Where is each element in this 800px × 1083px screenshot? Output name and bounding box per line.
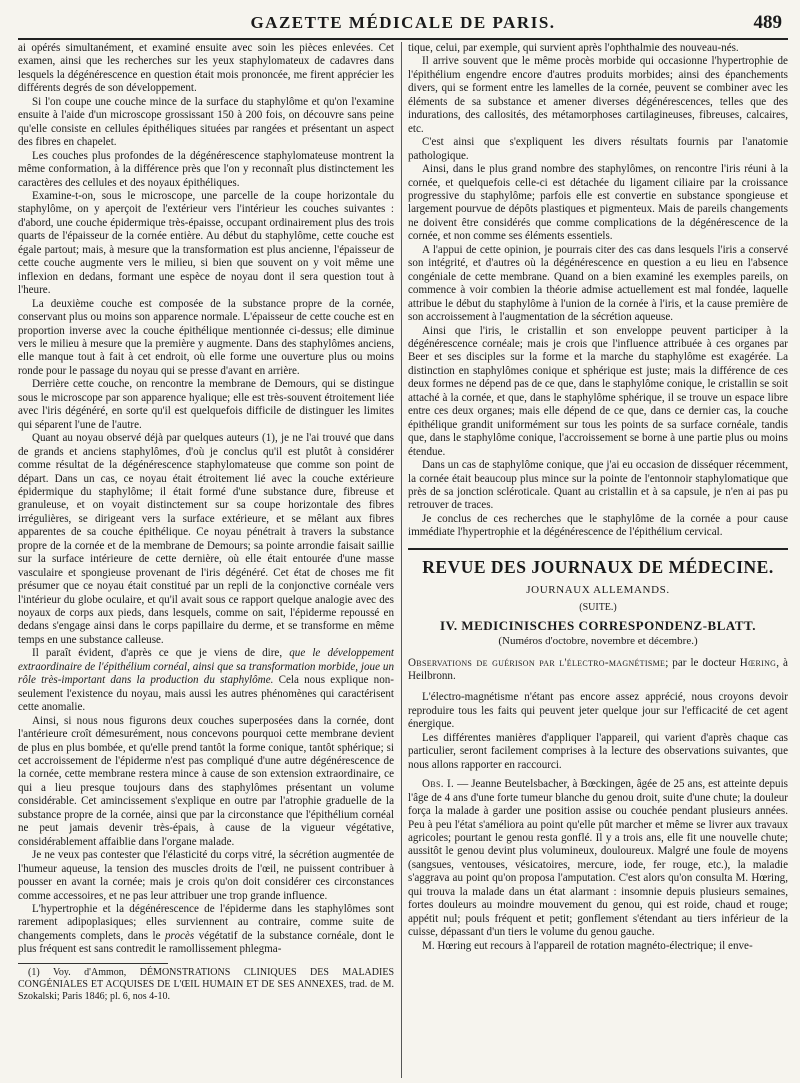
text-run: ; par le docteur (665, 656, 740, 669)
paragraph: Derrière cette couche, on rencontre la membrane de Demours, qui se distingue sous le microscope par son apparence hyalique; elle est très-souvent étroitement liée avec l'iris dégénéré, en sorte qu'il est quelquefois difficile de distinguer les limites qui séparent l'une de l'autre. (18, 378, 394, 431)
paragraph: Ainsi, si nous nous figurons deux couches superposées dans la cornée, dont l'antérieure croît démesurément, nous concevons pourquoi cette membrane devient de plus en plus bombée, et qu'elle prend tantôt la forme conique, tantôt sphérique; si cet accroissement de l'épiderme n'est pas compliqué d'une autre dégénérescence de la cornée, cette membrane restera mince à cause de son extension extraordinaire, ce qui a lieu presque toujours dans des staphylômes présentant un volume considérable. Cet amincissement s'explique en outre par l'atrophie graduelle de la substance propre de la cornée, ainsi que par la circonstance que l'épithélium cornéal ne peut jamais devenir très-épais, à cause de la vigueur végétative, considérablement affaiblie dans l'organe malade. (18, 714, 394, 848)
continuation-note: (SUITE.) (579, 602, 617, 614)
emphasized-text: procès (165, 929, 195, 942)
text-run: L'hypertrophie et la dégénérescence de l'épiderme dans les staphylômes sont rarement adipoplasiques; elles surviennent au contraire, comme suite de changements complets, dans le (18, 903, 394, 942)
text-run: Il paraît évident, d'après ce que je viens de dire, (32, 647, 290, 660)
paragraph: Examine-t-on, sous le microscope, une parcelle de la coupe horizontale du staphylôme, on y aperçoit de l'extérieur vers l'intérieur les couches suivantes : d'abord, une couche épidermique très-épaisse, occupant ordinairement plus des trois quarts de l'épaisseur de la cornée entière. Au début du staphylôme, cette couche est égale partout; mais, à mesure que la transformation est plus ancienne, l'épaisseur de cette couche augmente vers le milieu, si bien que souvent on y voit même une inflexion en dedans, formant une espèce de noyau dont il sera question tout à l'heure. (18, 189, 394, 297)
paragraph: Si l'on coupe une couche mince de la surface du staphylôme et qu'on l'examine ensuite à l'aide d'un microscope grossissant 150 à 200 fois, on découvre sans peine qu'elle consiste en cellules épithéliques situées par rangées et présentant un aspect des fibres en chapelet. (18, 95, 394, 149)
paragraph: ai opérés simultanément, et examiné ensuite avec soin les pièces enlevées. Cet examen, ainsi que les recherches sur les yeux staphylomateux de cadavres dans lesquels la dégénérescence en question était mois prononcée, me firent apprécier les différents degrés de son développement. (18, 42, 394, 95)
column-divider (401, 42, 402, 1078)
page-header (18, 4, 788, 40)
paragraph: Quant au noyau observé déjà par quelques auteurs (1), je ne l'ai trouvé que dans de grands et anciens staphylômes, d'où je conclus qu'il est plutôt à considérer comme résultat de la dégénérescence staphylomateuse que comme son point de départ. Dans un cas, ce noyau était étroitement lié avec la couche extérieure épidermique du staphylôme; il était formé d'une substance dure, fibreuse et granuleuse, et on voyait distinctement sur sa coupe horizontale des fibres irrégulières, se dirigeant vers la surface extérieure, et se mêlant aux fibres apparentes de sa couche épithélique. Ce noyau pénétrait à travers la substance propre de la cornée et de la membrane de Demours; sa pointe arrondie faisait saillie sur la surface intérieure de cette dernière, où elle était entourée d'une masse vasculaire et spongieuse provenant de l'iris dégénéré. Cet état de choses me fit présumer que ce noyau était constitué par un repli de la conjonctive cornéale vers l'intérieur du globe oculaire, et qu'il avait sous ce rapport quelque analogie avec des noyaux de corps aux pieds, dans lesquels, comme on sait, l'épiderme repoussé en dedans s'engage ainsi dans le corps papillaire du derme, et se transforme en même temps en une substance calleuse. (18, 432, 394, 646)
section-divider (408, 548, 788, 550)
right-column (408, 42, 788, 1080)
footnote: (1) Voy. d'Ammon, DÉMONSTRATIONS CLINIQUES DES MALADIES CONGÉNIALES ET ACQUISES DE L'ŒIL HUMAIN ET DE SES ANNEXES, trad. de M. Szokalski; Paris 1846; pl. 6, nos 4-10. (18, 966, 394, 1002)
paragraph: Ainsi que l'iris, le cristallin et son enveloppe peuvent participer à la dégénérescence cornéale; mais je crois que l'influence attribuée à ces organes par Beer et ses disciples sur la forme et la marche du staphylôme est exagérée. La distinction en staphylômes conique et sphérique est juste; mais la différence de ces deux formes ne dépend pas de ce que, dans le staphylôme conique, le cristallin se soit attaché à la cornée, et que, dans le staphylôme sphérique, il se trouve un espace libre entre ces deux organes; mais elle dépend de ce que, dans ce dernier cas, la couche épithélique grandit uniformément sur tous les points de sa surface cornéale, tandis que, dans le staphylôme conique, l'accroissement se borne à une partie plus ou moins étendue. (408, 324, 788, 458)
left-column (18, 42, 394, 1080)
paragraph: Je ne veux pas contester que l'élasticité du corps vitré, la sécrétion augmentée de l'humeur aqueuse, la tension des muscles droits de l'œil, ne puissent contribuer à pousser en avant la cornée; mais je crois qu'on doit considérer ces circonstances comme accessoires, et ne pas leur attribuer une trop grande influence. (18, 849, 394, 902)
article-title (408, 657, 788, 684)
paragraph: La deuxième couche est composée de la substance propre de la cornée, conservant plus ou moins son apparence normale. L'épaisseur de cette couche est en proportion inverse avec la couche épithélique mentionnée ci-dessus; elle diminue vers le milieu à mesure que la première y augmente. Dans des staphylômes anciens, elle manque tout à fait à cet endroit, où elle forme une ouverture plus ou moins ronde pour le passage du noyau qui se presse d'avant en arrière. (18, 297, 394, 377)
observation-label: Obs. I. (422, 778, 455, 791)
page-number: 489 (753, 12, 782, 33)
paragraph: Dans un cas de staphylôme conique, que j'ai eu occasion de disséquer récemment, la cornée était beaucoup plus mince sur la pointe de l'entonnoir staphylomatique que près de sa jonction scléroticale. Quant au cristallin et à sa capsule, je n'en ai pas pu retrouver de traces. (408, 459, 788, 512)
text-run: Cela nous explique non-seulement l'existence du noyau, mais aussi les autres phénomènes qui caractérisent cette anomalie. (18, 674, 394, 714)
journal-heading: IV. MEDICINISCHES CORRESPONDENZ-BLATT. (440, 617, 756, 633)
paragraph (18, 647, 394, 714)
text-run: — Jeanne Beutelsbacher, à Bœckingen, âgée de 25 ans, est atteinte depuis l'âge de 4 ans d'une forte tumeur blanche du genou droit, suite d'une chute; la douleur força la malade à garder une position assise ou couchée pendant plusieurs années. Peu à peu l'état s'améliora au point qu'elle pût marcher et même se livrer aux travaux agricoles; pourtant le genou resta gonflé. Il y a trois ans, elle fit une nouvelle chute; aussitôt le genou devint plus volumineux, douloureux. Malgré une foule de moyens (sangsues, ventouses, vésicatoires, mercure, iode, fer rouge, etc.), la maladie s'aggrava au point qu'on proposa l'amputation. C'est alors qu'on consulta M. Hœring, qui trouva la malade dans un état alarmant : insomnie depuis plusieurs semaines, fortes douleurs au moindre mouvement du genou, qui est roide, chaud et rouge; appétit nul; pouls fréquent et petit; gonflement s'étendant au tiers inférieur de la cuisse, dépassant d'un tiers le volume du genou gauche. (408, 778, 788, 939)
text-run: , à Heilbronn. (408, 656, 788, 683)
paragraph: C'est ainsi que s'expliquent les divers résultats fournis par l'anatomie pathologique. (408, 136, 788, 162)
journal-title: GAZETTE MÉDICALE DE PARIS. (250, 13, 556, 32)
footnote-divider (18, 963, 168, 964)
subsection-title: JOURNAUX ALLEMANDS. (526, 583, 670, 596)
paragraph: Les différentes manières d'appliquer l'appareil, qui varient d'après chaque cas particulier, seront facilement comprises à la lecture des observations suivantes, que nous allons rapporter en raccourci. (408, 731, 788, 771)
paragraph: Il arrive souvent que le même procès morbide qui occasionne l'hypertrophie de l'épithélium engendre encore d'autres produits morbides; ainsi des épanchements divers, qui se forment entre les lamelles de la cornée, peuvent se combiner avec les éléments de sa substance et amener diverses dégénérescences, telles que des indurations, des callosités, des métamorphoses cartilagineuses, fibreuses, calcaires, etc. (408, 55, 788, 135)
section-title: REVUE DES JOURNAUX DE MÉDECINE. (422, 556, 774, 577)
paragraph: Les couches plus profondes de la dégénérescence staphylomateuse montrent la même conformation, à la différence près que l'on y reconnaît plus distinctement les caractères des cellules et des noyaux épithéliques. (18, 149, 394, 189)
paragraph: M. Hœring eut recours à l'appareil de rotation magnéto-électrique; il enve- (422, 939, 753, 952)
paragraph: L'électro-magnétisme n'étant pas encore assez apprécié, nous croyons devoir reproduire tous les faits qui peuvent jeter quelque jour sur l'efficacité de cet agent énergique. (408, 691, 788, 731)
emphasized-text: que le développement extraordinaire de l'épithélium cornéal, ainsi que sa transformation morbide, joue un rôle très-important dans la production du staphylôme. (18, 647, 394, 687)
paragraph: Je conclus de ces recherches que le staphylôme de la cornée a pour cause immédiate l'hypertrophie et la dégénérescence de l'épithélium cervical. (408, 512, 788, 539)
article-title-smallcaps: Observations de guérison par l'électro-magnétisme (408, 656, 666, 669)
paragraph: A l'appui de cette opinion, je pourrais citer des cas dans lesquels l'iris a conservé son intégrité, et d'autres où la dégénérescence en question a eu lieu en l'absence congéniale de cette membrane. Quand on a bien examiné les exemples pareils, on commence à voir combien la théorie admise actuellement est mal fondée, laquelle attribue le début du staphylôme à l'union de la cornée à l'iris, et la cause première de son accroissement à l'augmentation de la sécrétion aqueuse. (408, 243, 788, 324)
observation-paragraph (408, 778, 788, 939)
issue-note: (Numéros d'octobre, novembre et décembre.) (498, 635, 698, 648)
paragraph (18, 903, 394, 957)
text-run: végétatif de la substance cornéale, dont le plus fréquent est sans contredit le ramollissement phlegma- (18, 929, 394, 956)
author-name: Hœring (739, 656, 777, 669)
paragraph: Ainsi, dans le plus grand nombre des staphylômes, on rencontre l'iris réuni à la cornée, et quelquefois celle-ci est détachée du ligament ciliaire par la croissance progressive du staphylôme; parfois elle est convertie en substance spongieuse et largement pourvue de dépôts plastiques et pigmenteux. Mais de pareils changements ne doivent être considérés que comme complications de la dégénérescence de la cornée, et non comme ses éléments essentiels. (408, 163, 788, 243)
paragraph: tique, celui, par exemple, qui survient après l'ophthalmie des nouveau-nés. (408, 42, 739, 54)
